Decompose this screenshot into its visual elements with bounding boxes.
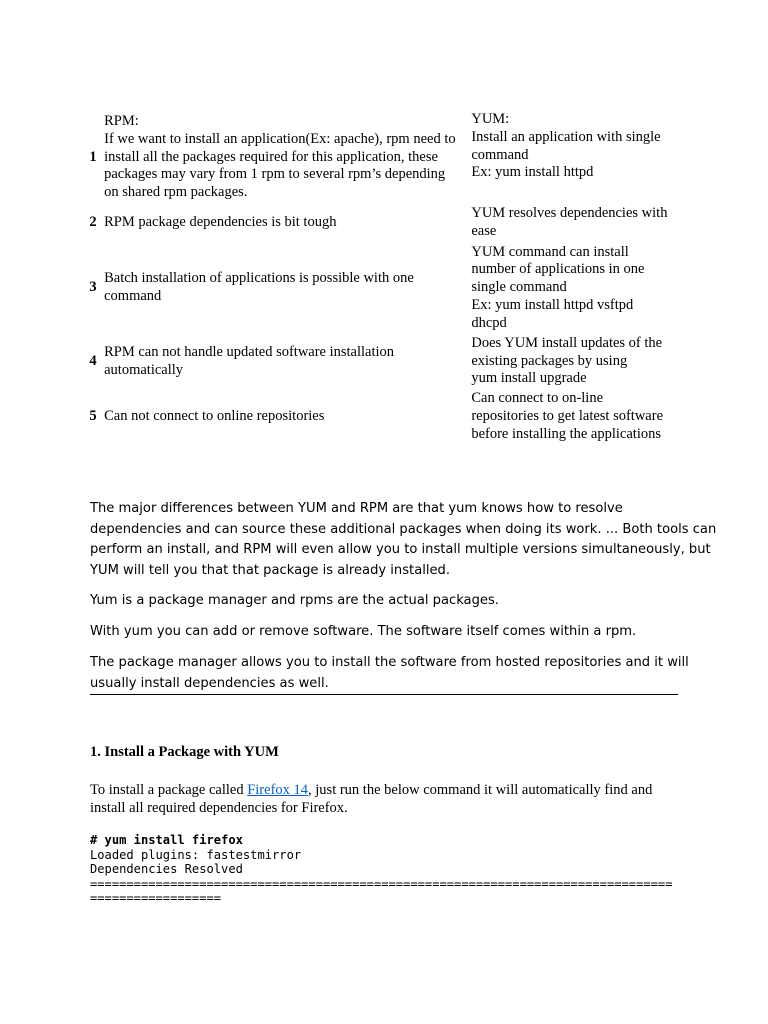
yum-cell (469, 389, 678, 445)
horizontal-divider (90, 694, 678, 695)
table-row (86, 111, 678, 204)
cell-line: number of applications in one (471, 261, 645, 278)
yum-header: YUM: (471, 111, 510, 127)
code-line: ================================================================================ (90, 876, 673, 891)
cell-line: packages may vary from 1 rpm to several rpm’s depending (104, 166, 446, 183)
paragraph-line: dependencies and can source these additional packages when doing its work. ... Both tools can (90, 521, 717, 537)
cell-line: Batch installation of applications is possible with one (104, 270, 414, 287)
cell-line: existing packages by using (471, 352, 628, 369)
section-intro (90, 781, 682, 817)
rpm-cell (102, 242, 469, 334)
yum-cell (469, 242, 678, 334)
paragraph-differences (90, 499, 717, 581)
row-number: 2 (89, 214, 97, 231)
cell-line: Can not connect to online repositories (104, 408, 325, 425)
rpm-cell (102, 389, 469, 445)
cell-line: single command (471, 279, 567, 296)
paragraph-repositories (90, 653, 689, 694)
rpm-cell (102, 334, 469, 389)
yum-cell (469, 111, 678, 204)
cell-line: Install an application with single (471, 128, 661, 145)
paragraph-line: perform an install, and RPM will even allow you to install multiple versions simultaneously, but (90, 542, 711, 558)
yum-cell (469, 204, 678, 242)
cell-line: Can connect to on-line (471, 390, 604, 407)
rpm-cell (102, 204, 469, 242)
cell-line: YUM resolves dependencies with (471, 205, 668, 222)
cell-line: on shared rpm packages. (104, 184, 248, 201)
cell-line: command (471, 146, 529, 163)
cell-line: install all the packages required for this application, these (104, 148, 438, 165)
cell-line: If we want to install an application(Ex: apache), rpm need to (104, 130, 456, 147)
paragraph-line: The package manager allows you to install the software from hosted repositories and it will (90, 655, 689, 670)
cell-line: YUM command can install (471, 243, 629, 260)
row-number: 1 (89, 148, 97, 165)
cell-line: Does YUM install updates of the (471, 334, 663, 351)
paragraph-add-remove: With yum you can add or remove software. The software itself comes within a rpm. (90, 624, 637, 639)
cell-line: yum install upgrade (471, 370, 587, 387)
section-heading: 1. Install a Package with YUM (90, 744, 279, 760)
table-row (86, 204, 678, 242)
cell-line: repositories to get latest software (471, 408, 664, 425)
cell-line: RPM package dependencies is bit tough (104, 214, 337, 231)
cell-line: dhcpd (471, 314, 507, 331)
cell-line: command (104, 288, 162, 304)
table-row (86, 242, 678, 334)
code-block (90, 833, 672, 906)
code-line: Loaded plugins: fastestmirror (90, 847, 302, 862)
row-number: 3 (89, 279, 97, 296)
paragraph-line: usually install dependencies as well. (90, 675, 329, 691)
cell-line: Ex: yum install httpd (471, 164, 594, 181)
rpm-cell (102, 111, 469, 204)
cell-line: automatically (104, 361, 184, 378)
intro-text: To install a package called (90, 782, 248, 798)
cell-line: ease (471, 223, 497, 239)
paragraph-line: YUM will tell you that that package is already installed. (90, 562, 451, 578)
code-line: Dependencies Resolved (90, 862, 243, 877)
row-number: 5 (89, 408, 97, 425)
table-row (86, 334, 678, 389)
yum-cell (469, 334, 678, 389)
cell-line: before installing the applications (471, 425, 661, 442)
rpm-header: RPM: (104, 113, 139, 129)
cell-line: Ex: yum install httpd vsftpd (471, 296, 634, 313)
paragraph-line: The major differences between YUM and RPM are that yum knows how to resolve (90, 501, 623, 516)
code-line: ================== (90, 891, 222, 906)
comparison-table (86, 111, 678, 445)
intro-text: , just run the below command it will automatically find and install all required dependencies for Firefox. (90, 782, 653, 816)
paragraph-package-manager: Yum is a package manager and rpms are the actual packages. (90, 593, 499, 608)
firefox-link[interactable]: Firefox 14 (247, 782, 309, 798)
code-command: # yum install firefox (90, 833, 243, 847)
row-number: 4 (89, 352, 97, 369)
cell-line: RPM can not handle updated software installation (104, 343, 395, 360)
table-row (86, 389, 678, 445)
